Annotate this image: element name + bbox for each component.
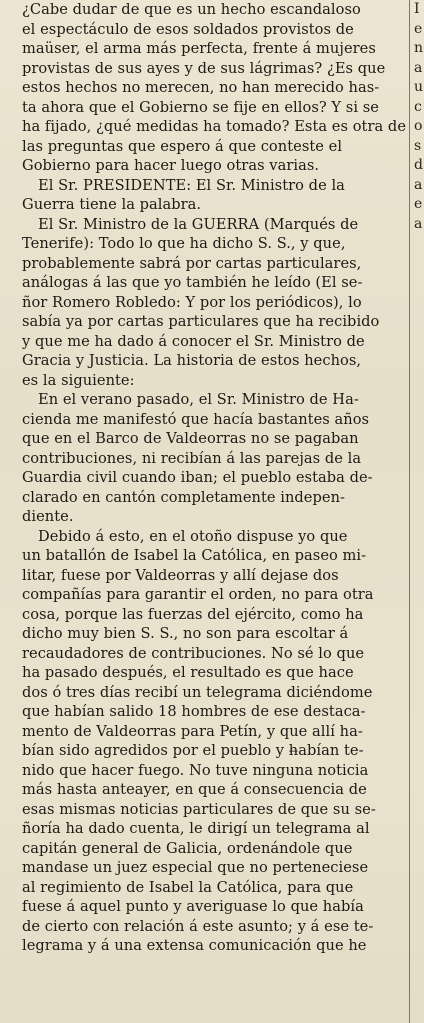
text-line: cienda me manifestó que hacía bastantes años: [22, 410, 370, 428]
text-line: esas mismas noticias particulares de que su se-: [22, 800, 376, 818]
fragment-glyph: I: [414, 1, 420, 17]
text-line: un batallón de Isabel la Católica, en paseo mi-: [22, 547, 367, 564]
fragment-glyph: e: [414, 196, 423, 212]
text-line: diente.: [22, 508, 74, 525]
text-line: probablemente sabrá por cartas particulares,: [22, 254, 362, 272]
fragment-glyph: a: [414, 176, 423, 193]
fragment-glyph: c: [414, 98, 422, 115]
text-line: Tenerife): Todo lo que ha dicho S. S., y que,: [22, 235, 346, 252]
text-line: En el verano pasado, el Sr. Ministro de Ha-: [38, 391, 359, 408]
text-line: cosa, porque las fuerzas del ejército, como ha: [22, 605, 364, 623]
text-line: Gracia y Justicia. La historia de estos hechos,: [22, 352, 362, 369]
fragment-glyph: u: [414, 79, 424, 95]
text-line: Guardia civil cuando iban; el pueblo estaba de-: [22, 469, 373, 486]
column-divider: [409, 0, 410, 1023]
text-line: compañías para garantir el orden, no para otra: [22, 586, 374, 603]
text-line: que habían salido 18 hombres de ese destaca-: [22, 703, 366, 720]
text-line: más hasta anteayer, en que á consecuencia de: [22, 781, 367, 798]
text-line: el espectáculo de esos soldados provistos de: [22, 20, 354, 38]
text-line: mento de Valdeorras para Petín, y que allí ha-: [22, 722, 363, 740]
text-line: las preguntas que espero á que conteste el: [22, 137, 343, 155]
text-line: Debido á esto, en el otoño dispuse yo que: [38, 527, 348, 545]
text-line: al regimiento de Isabel la Católica, para que: [22, 878, 354, 896]
text-line: ñor Romero Robledo: Y por los periódicos), lo: [22, 293, 362, 311]
text-line: ha pasado después, el resultado es que hace: [22, 664, 354, 681]
text-line: El Sr. Ministro de la GUERRA (Marqués de: [38, 215, 359, 233]
fragment-glyph: d: [414, 157, 423, 173]
fragment-glyph: o: [414, 118, 423, 134]
fragment-glyph: e: [414, 20, 423, 37]
text-line: contribuciones, ni recibían á las parejas de la: [22, 449, 362, 467]
text-line: maüser, el arma más perfecta, frente á mujeres: [22, 40, 376, 57]
fragment-glyph: a: [414, 215, 423, 232]
text-line: análogas á las que yo también he leído (El se-: [22, 274, 363, 291]
article-column: [22, 0, 406, 956]
text-line: ñoría ha dado cuenta, le dirigí un telegrama al: [22, 820, 370, 837]
text-line: ¿Cabe dudar de que es un hecho escandaloso: [22, 1, 361, 18]
text-line: capitán general de Galicia, ordenándole que: [22, 839, 353, 857]
text-line: es la siguiente:: [22, 371, 135, 389]
text-line: El Sr. PRESIDENTE: El Sr. Ministro de la: [38, 176, 345, 194]
text-line: y que me ha dado á conocer el Sr. Ministro de: [22, 332, 365, 350]
text-line: mandase un juez especial que no perteneciese: [22, 859, 369, 876]
adjacent-column-fragment: [414, 0, 424, 1023]
text-line: estos hechos no merecen, no han merecido has-: [22, 79, 380, 96]
text-line: dos ó tres días recibí un telegrama diciéndome: [22, 683, 373, 701]
text-line: fuese á aquel punto y averiguase lo que había: [22, 898, 364, 915]
text-line: nido que hacer fuego. No tuve ninguna noticia: [22, 761, 369, 779]
text-line: de cierto con relación á este asunto; y á ese te-: [22, 917, 374, 935]
fragment-glyph: n: [414, 40, 424, 56]
text-line: clarado en cantón completamente indepen-: [22, 488, 345, 506]
text-line: legrama y á una extensa comunicación que he: [22, 937, 367, 954]
text-line: ha fijado, ¿qué medidas ha tomado? Esta es otra de: [22, 118, 406, 135]
text-line: Gobierno para hacer luego otras varias.: [22, 157, 320, 174]
fragment-glyph: a: [414, 59, 423, 76]
text-line: litar, fuese por Valdeorras y allí dejase dos: [22, 566, 339, 584]
text-line: sabía ya por cartas particulares que ha recibido: [22, 313, 380, 330]
text-line: provistas de sus ayes y de sus lágrimas? ¿Es que: [22, 59, 386, 77]
text-line: dicho muy bien S. S., no son para escoltar á: [22, 625, 349, 642]
text-line: bían sido agredidos por el pueblo y h̶abían te-: [22, 742, 364, 759]
text-line: recaudadores de contribuciones. No sé lo que: [22, 644, 365, 662]
text-line: Guerra tiene la palabra.: [22, 196, 202, 213]
text-line: ta ahora que el Gobierno se fije en ellos? Y si se: [22, 98, 379, 116]
text-line: que en el Barco de Valdeorras no se pagaban: [22, 430, 359, 447]
fragment-glyph: s: [414, 137, 422, 154]
